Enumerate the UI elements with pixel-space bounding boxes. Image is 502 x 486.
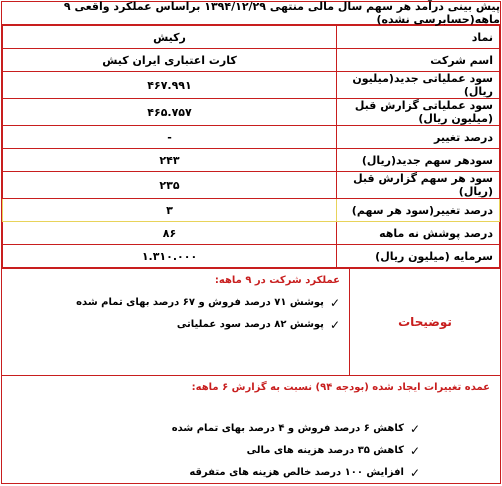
row-label: سودهر سهم جدید(ریال) [337,149,500,172]
table-row [3,245,500,268]
row-value: ۲۴۳ [3,149,337,172]
explanations-section [2,268,500,376]
table-row [3,172,500,199]
list-item-text: پوشش ۸۲ درصد سود عملیاتی [176,319,324,330]
list-item [12,419,420,439]
table-row [3,72,500,99]
row-value: ۱.۳۱۰.۰۰۰ [3,245,337,268]
list-item [12,294,340,312]
row-label: نماد [337,26,500,49]
table-row [3,99,500,126]
eps-table [2,25,500,268]
row-label: درصد تغییر(سود هر سهم) [337,199,500,222]
changes-heading: عمده تغییرات ایجاد شده (بودجه ۹۴) نسبت به گزارش ۶ ماهه: [191,382,490,393]
list-item [12,441,420,461]
row-value: ۸۶ [3,222,337,245]
performance-list [12,294,340,334]
checkmark-icon: ✓ [329,318,340,332]
row-label: درصد پوشش نه ماهه [337,222,500,245]
row-label: سود عملیاتی گزارش قبل (میلیون ریال) [337,99,500,126]
list-item [12,316,340,334]
row-value: ۲۳۵ [3,172,337,199]
row-value: - [3,126,337,149]
row-value: ۳ [3,199,337,222]
explanations-content [2,269,350,375]
list-item-text: کاهش ۳۵ درصد هزینه های مالی [246,445,404,456]
list-item-text: پوشش ۷۱ درصد فروش و ۶۷ درصد بهای تمام شده [76,297,324,308]
checkmark-icon: ✓ [409,444,420,458]
row-value: ۴۶۵.۷۵۷ [3,99,337,126]
row-value: رکیش [3,26,337,49]
table-row [3,49,500,72]
list-item-text: کاهش ۶ درصد فروش و ۴ درصد بهای تمام شده [171,423,404,434]
table-row [3,222,500,245]
explanations-label: توضیحات [349,269,500,375]
checkmark-icon: ✓ [409,466,420,480]
row-label: سود عملیاتی جدید(میلیون ریال) [337,72,500,99]
row-value: ۴۶۷.۹۹۱ [3,72,337,99]
changes-list [12,419,420,483]
list-item [12,463,420,483]
changes-section [2,376,500,483]
report-title: پیش بینی درآمد هر سهم سال مالی منتهی ۱۳۹۴/۱۲/۲۹ براساس عملکرد واقعی ۹ ماهه(حسابرسی نشده) [2,2,500,25]
list-item-text: افزایش ۱۰۰ درصد خالص هزینه های متفرقه [189,467,404,478]
row-label: درصد تغییر [337,126,500,149]
table-row [3,26,500,49]
checkmark-icon: ✓ [409,422,420,436]
row-label: سرمایه (میلیون ریال) [337,245,500,268]
checkmark-icon: ✓ [329,296,340,310]
row-value: کارت اعتباری ایران کیش [3,49,337,72]
report-panel [1,1,501,484]
performance-heading: عملکرد شرکت در ۹ ماهه: [214,275,340,286]
table-row [3,126,500,149]
table-row [3,149,500,172]
table-row-highlighted [3,199,500,222]
row-label: سود هر سهم گزارش قبل (ریال) [337,172,500,199]
row-label: اسم شرکت [337,49,500,72]
